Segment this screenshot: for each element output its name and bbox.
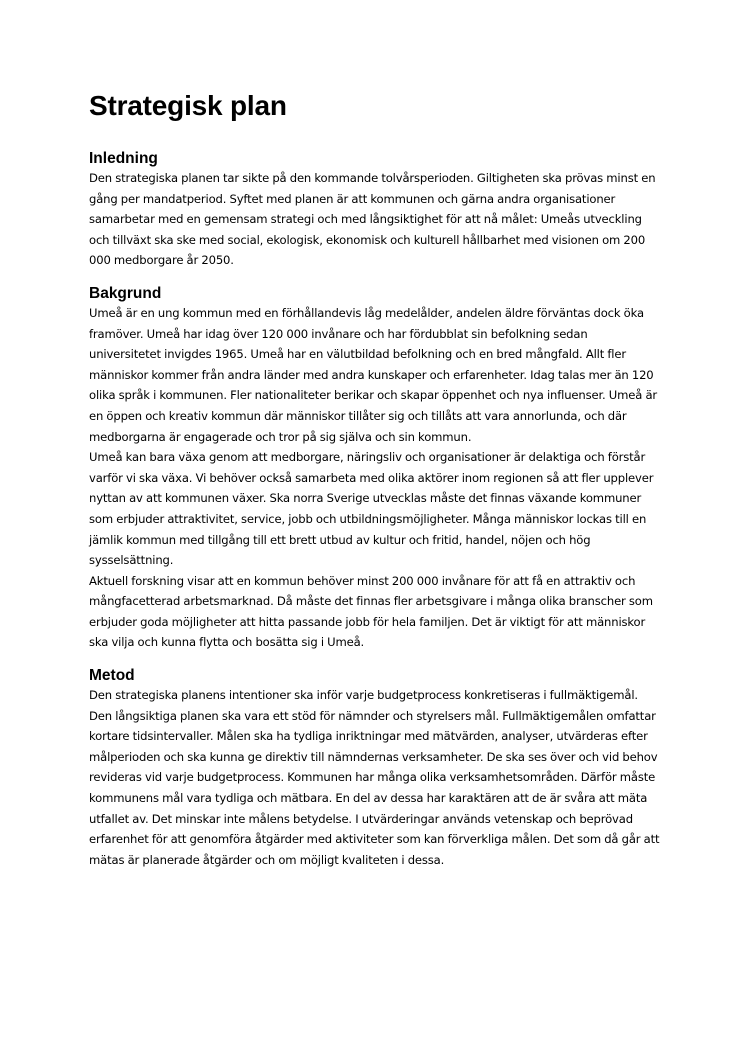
- section-bakgrund: [89, 285, 661, 653]
- paragraph: Umeå kan bara växa genom att medborgare, näringsliv och organisationer är delaktiga och förstår varför vi ska växa. Vi behöver också samarbeta med olika aktörer inom regionen så att fler upplever nyttan av att kommunen växer. Ska norra Sverige utvecklas måste det finnas växande kommuner som erbjuder attraktivitet, service, jobb och utbildningsmöjligheter. Många människor lockas till en jämlik kommun med tillgång till ett brett utbud av kultur och fritid, handel, nöjen och hög sysselsättning.: [89, 450, 654, 568]
- document-title: Strategisk plan: [89, 90, 287, 121]
- paragraph: Den strategiska planen tar sikte på den kommande tolvårsperioden. Giltigheten ska prövas minst en gång per mandatperiod. Syftet med planen är att kommunen och gärna andra organisationer samarbetar med en gemensam strategi och med långsiktighet för att nå målet: Umeås utveckling och tillväxt ska ske med social, ekologisk, ekonomisk och kulturell hållbarhet med visionen om 200 000 medborgare år 2050.: [89, 171, 656, 268]
- section-metod: [89, 667, 661, 870]
- section-heading: Inledning: [89, 150, 158, 167]
- section-inledning: [89, 150, 661, 271]
- paragraph: Den strategiska planens intentioner ska inför varje budgetprocess konkretiseras i fullmäktigemål. Den långsiktiga planen ska vara ett stöd för nämnder och styrelsers mål. Fullmäktigemålen omfattar kortare tidsintervaller. Målen ska ha tydliga inriktningar med mätvärden, analyser, utvärderas efter målperioden och ska kunna ge direktiv till nämndernas verksamheter. De ska ses över och vid behov revideras vid varje budgetprocess. Kommunen har många olika verksamhetsområden. Därför måste kommunens mål vara tydliga och mätbara. En del av dessa har karaktären att de är svåra att mäta utfallet av. Det minskar inte målens betydelse. I utvärderingar används vetenskap och beprövad erfarenhet för att genomföra åtgärder med aktiviteter som kan förverkliga målen. Det som då går att mätas är planerade åtgärder och om möjligt kvaliteten i dessa.: [89, 688, 660, 867]
- paragraph: Aktuell forskning visar att en kommun behöver minst 200 000 invånare för att få en attraktiv och mångfacetterad arbetsmarknad. Då måste det finnas fler arbetsgivare i många olika branscher som erbjuder goda möjligheter att hitta passande jobb för hela familjen. Det är viktigt för att människor ska vilja och kunna flytta och bosätta sig i Umeå.: [89, 573, 653, 650]
- document-page: [89, 88, 661, 884]
- section-heading: Bakgrund: [89, 284, 162, 302]
- section-heading: Metod: [89, 667, 135, 685]
- paragraph: Umeå är en ung kommun med en förhållandevis låg medelålder, andelen äldre förväntas dock öka framöver. Umeå har idag över 120 000 invånare och har fördubblat sin befolkning sedan universitetet invigdes 1965. Umeå har en välutbildad befolkning och en bred mångfald. Allt fler människor kommer från andra länder med andra kunskaper och erfarenheter. Idag talas mer än 120 olika språk i kommunen. Fler nationaliteter berikar och skapar öppenhet och nya influenser. Umeå är en öppen och kreativ kommun där människor tillåter sig och tillåts att vara annorlunda, och där medborgarna är engagerade och tror på sig själva och sin kommun.: [89, 305, 658, 444]
